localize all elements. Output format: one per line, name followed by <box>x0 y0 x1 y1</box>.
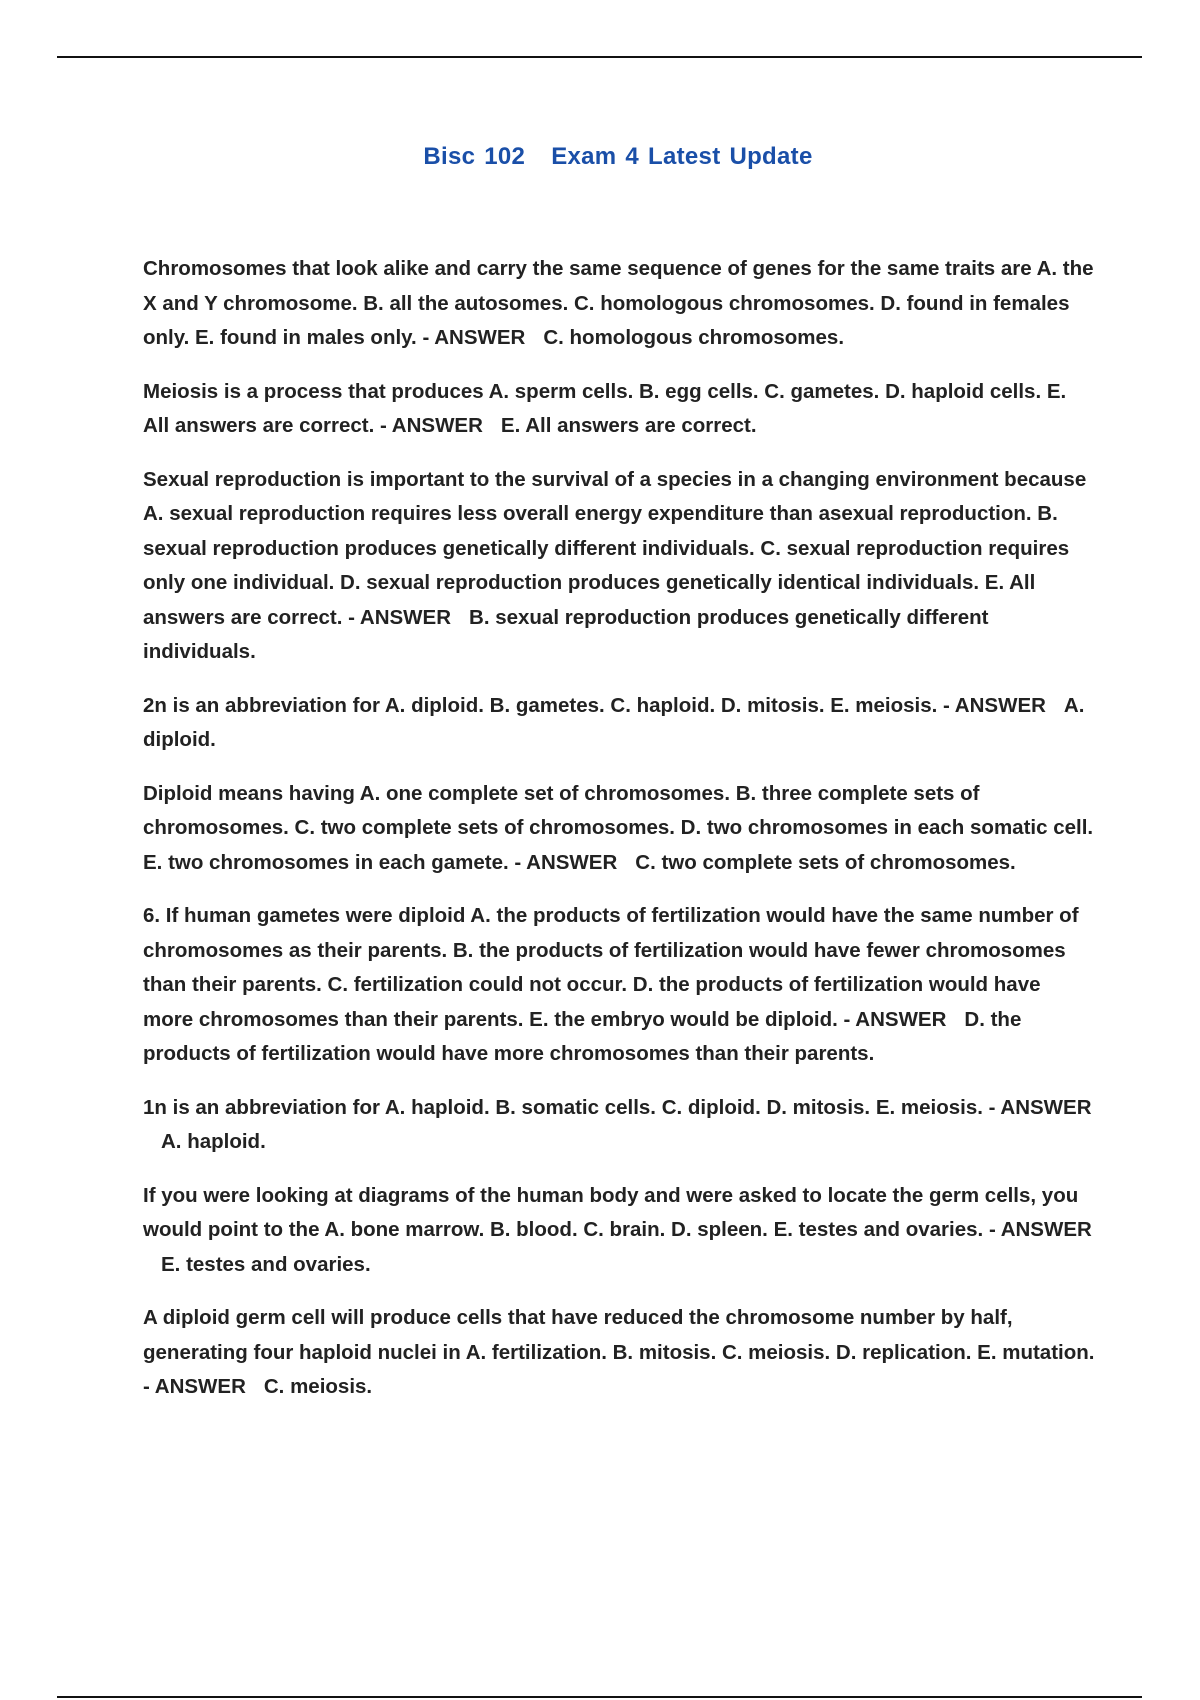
question-text: 2n is an abbreviation for A. diploid. B. gametes. C. haploid. D. mitosis. E. meiosis. <box>143 693 938 717</box>
question-text: 1n is an abbreviation for A. haploid. B. somatic cells. C. diploid. D. mitosis. E. meiosis. <box>143 1095 983 1119</box>
qa-item <box>143 252 1095 356</box>
top-rule <box>57 56 1142 58</box>
answer-text: D. the products of fertilization would have more chromosomes than their parents. <box>143 1007 1022 1065</box>
answer-text: E. All answers are correct. <box>500 414 757 437</box>
title-course: Bisc 102 <box>423 143 526 170</box>
answer-marker: - ANSWER <box>422 326 526 349</box>
answer-marker: - ANSWER <box>348 605 452 629</box>
qa-list <box>143 252 1095 1424</box>
question-text: Meiosis is a process that produces A. sperm cells. B. egg cells. C. gametes. D. haploid cells. E. All answers are correct. <box>143 379 1067 437</box>
answer-text: C. homologous chromosomes. <box>543 326 845 349</box>
qa-item <box>143 463 1095 670</box>
answer-marker: - ANSWER <box>988 1218 1092 1241</box>
answer-marker: - ANSWER <box>380 414 483 437</box>
answer-text: A. diploid. <box>143 693 1085 751</box>
answer-marker: - ANSWER <box>143 1375 246 1398</box>
title-exam: Exam 4 Latest Update <box>551 143 813 170</box>
qa-item <box>143 899 1095 1072</box>
qa-item <box>143 1091 1095 1160</box>
answer-text: B. sexual reproduction produces genetically different individuals. <box>143 605 989 663</box>
answer-marker: - ANSWER <box>988 1095 1092 1119</box>
answer-marker: - ANSWER <box>943 693 1046 717</box>
answer-text: C. meiosis. <box>263 1375 373 1398</box>
answer-text: A. haploid. <box>161 1130 266 1153</box>
qa-item <box>143 689 1095 758</box>
answer-text: E. testes and ovaries. <box>161 1252 371 1276</box>
question-text: Chromosomes that look alike and carry the same sequence of genes for the same traits are A. the X and Y chromosome. B. all the autosomes. C. homologous chromosomes. D. found in females only. E. found in males only. <box>143 257 1094 349</box>
answer-text: C. two complete sets of chromosomes. <box>635 850 1016 874</box>
question-text: A diploid germ cell will produce cells that have reduced the chromosome number by half, generating four haploid nuclei in A. fertilization. B. mitosis. C. meiosis. D. replication. E. mutation. <box>143 1306 1095 1364</box>
question-text: 6. If human gametes were diploid A. the products of fertilization would have the same number of chromosomes as their parents. B. the products of fertilization would have fewer chromosomes than their parents. C. fertilization could not occur. D. the products of fertilization would have more chromosomes than their parents. E. the embryo would be diploid. <box>143 904 1079 1031</box>
qa-item <box>143 1179 1095 1283</box>
question-text: Sexual reproduction is important to the survival of a species in a changing environment because A. sexual reproduction requires less overall energy expenditure than asexual reproduction. B. sexual reproduction produces genetically different individuals. C. sexual reproduction requires only one individual. D. sexual reproduction produces genetically identical individuals. E. All answers are correct. <box>143 467 1087 629</box>
page-title <box>0 143 1200 171</box>
qa-item <box>143 375 1095 444</box>
qa-item <box>143 777 1095 881</box>
qa-item <box>143 1301 1095 1405</box>
question-text: Diploid means having A. one complete set of chromosomes. B. three complete sets of chromosomes. C. two complete sets of chromosomes. D. two chromosomes in each somatic cell. E. two chromosomes in each gamete. <box>143 781 1094 874</box>
question-text: If you were looking at diagrams of the human body and were asked to locate the germ cells, you would point to the A. bone marrow. B. blood. C. brain. D. spleen. E. testes and ovaries. <box>143 1183 1079 1241</box>
answer-marker: - ANSWER <box>843 1007 947 1031</box>
answer-marker: - ANSWER <box>514 850 618 874</box>
bottom-rule <box>57 1696 1142 1698</box>
